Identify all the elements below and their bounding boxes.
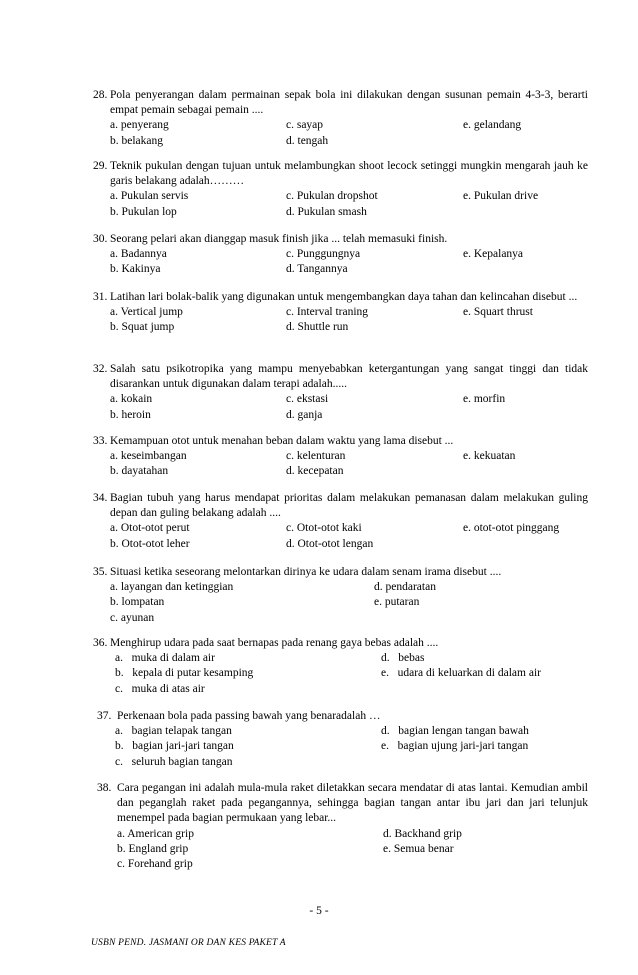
question-31 <box>93 290 588 336</box>
option-d: d. Tangannya <box>286 263 348 276</box>
option-c: c. ekstasi <box>286 393 329 406</box>
option-d: d. kecepatan <box>286 465 344 478</box>
option-a: a. bagian telapak tangan <box>115 725 232 738</box>
question-number: 32. <box>93 363 108 375</box>
option-a: a. Vertical jump <box>110 306 183 319</box>
option-c: c. Interval traning <box>286 306 369 319</box>
question-stem: Cara pegangan ini adalah mula-mula raket diletakkan secara mendatar di atas lantai. Kemudian ambil dan peganglah raket pada pegangannya, sehingga bagian tangan antar ibu jari dan jari telunjuk menempel pada bagian permukaan yang lebar... <box>117 782 588 825</box>
option-c: c. Punggungnya <box>286 248 361 261</box>
option-e: e. udara di keluarkan di dalam air <box>381 667 541 680</box>
option-e: e. Pukulan drive <box>463 190 539 203</box>
option-a: a. layangan dan ketinggian <box>110 581 234 594</box>
question-36 <box>93 636 588 697</box>
option-c: c. sayap <box>286 119 324 132</box>
option-d: d. Backhand grip <box>383 827 462 840</box>
option-d: d. ganja <box>286 408 323 421</box>
question-28 <box>93 88 588 149</box>
option-e: e. Squart thrust <box>463 306 533 319</box>
question-stem: Bagian tubuh yang harus mendapat prioritas dalam melakukan pemanasan dalam melakukan guling depan dan guling belakang adalah .... <box>110 492 588 520</box>
option-b: b. belakang <box>110 134 164 147</box>
option-b: b. Pukulan lop <box>110 205 177 218</box>
question-stem: Latihan lari bolak-balik yang digunakan untuk mengembangkan daya tahan dan kelincahan disebut ... <box>110 291 578 303</box>
option-c: c. Otot-otot kaki <box>286 522 362 535</box>
option-e: e. bagian ujung jari-jari tangan <box>381 740 529 753</box>
question-number: 36. <box>93 637 108 649</box>
option-a: a. American grip <box>117 827 194 840</box>
question-stem: Menghirup udara pada saat bernapas pada renang gaya bebas adalah .... <box>110 637 439 649</box>
question-number: 28. <box>93 89 108 101</box>
question-number: 37. <box>97 710 112 722</box>
option-a: a. Otot-otot perut <box>110 522 190 535</box>
option-e: e. Semua benar <box>383 842 454 855</box>
question-29 <box>93 159 588 220</box>
question-33 <box>93 434 588 480</box>
option-e: e. gelandang <box>463 119 522 132</box>
option-d: d. tengah <box>286 134 329 147</box>
option-b: b. bagian jari-jari tangan <box>115 740 234 753</box>
option-d: d. Shuttle run <box>286 321 349 334</box>
option-a: a. Pukulan servis <box>110 190 189 203</box>
question-stem: Perkenaan bola pada passing bawah yang benaradalah … <box>117 710 381 722</box>
question-stem: Seorang pelari akan dianggap masuk finish jika ... telah memasuki finish. <box>110 233 448 245</box>
page-number: - 5 - <box>309 905 329 917</box>
option-c: c. muka di atas air <box>115 682 205 695</box>
option-a: a. penyerang <box>110 119 169 132</box>
question-37 <box>97 709 592 770</box>
option-c: c. seluruh bagian tangan <box>115 755 233 768</box>
option-e: e. morfin <box>463 393 506 406</box>
option-b: b. lompatan <box>110 596 165 609</box>
option-d: d. Otot-otot lengan <box>286 537 374 550</box>
question-number: 29. <box>93 160 108 172</box>
option-d: d. Pukulan smash <box>286 205 367 218</box>
option-d: d. bagian lengan tangan bawah <box>381 725 529 738</box>
question-35 <box>93 565 588 626</box>
option-c: c. kelenturan <box>286 450 346 463</box>
question-34 <box>93 491 588 552</box>
question-32 <box>93 362 588 423</box>
option-b: b. kepala di putar kesamping <box>115 667 254 680</box>
question-number: 31. <box>93 291 108 303</box>
question-stem: Pola penyerangan dalam permainan sepak bola ini dilakukan dengan susunan pemain 4-3-3, berarti empat pemain sebagai pemain .... <box>110 89 588 117</box>
question-stem: Kemampuan otot untuk menahan beban dalam waktu yang lama disebut ... <box>110 435 454 447</box>
question-stem: Teknik pukulan dengan tujuan untuk melambungkan shoot lecock setinggi mungkin mengarah jauh ke garis belakang adalah……… <box>110 160 588 188</box>
option-d: d. pendaratan <box>374 581 436 594</box>
option-c: c. ayunan <box>110 611 155 624</box>
question-38 <box>97 781 588 872</box>
option-b: b. Kakinya <box>110 263 161 276</box>
option-c: c. Pukulan dropshot <box>286 190 378 203</box>
option-e: e. Kepalanya <box>463 248 524 261</box>
option-a: a. keseimbangan <box>110 450 187 463</box>
option-b: b. Squat jump <box>110 321 175 334</box>
footer-text: USBN PEND. JASMANI OR DAN KES PAKET A <box>91 938 286 948</box>
question-number: 33. <box>93 435 108 447</box>
question-stem: Situasi ketika seseorang melontarkan dirinya ke udara dalam senam irama disebut .... <box>110 566 502 578</box>
option-a: a. kokain <box>110 393 153 406</box>
option-e: e. kekuatan <box>463 450 516 463</box>
option-c: c. Forehand grip <box>117 857 193 870</box>
question-number: 35. <box>93 566 108 578</box>
option-b: b. Otot-otot leher <box>110 537 190 550</box>
option-e: e. otot-otot pinggang <box>463 522 560 535</box>
option-d: d. bebas <box>381 652 425 665</box>
question-number: 38. <box>97 782 112 794</box>
option-e: e. putaran <box>374 596 420 609</box>
option-b: b. England grip <box>117 842 189 855</box>
question-stem: Salah satu psikotropika yang mampu menyebabkan ketergantungan yang sangat tinggi dan tidak disarankan untuk digunakan dalam terapi adalah..... <box>110 363 588 391</box>
option-a: a. muka di dalam air <box>115 652 215 665</box>
option-b: b. dayatahan <box>110 465 169 478</box>
question-number: 30. <box>93 233 108 245</box>
option-b: b. heroin <box>110 408 151 421</box>
question-30 <box>93 232 588 278</box>
question-number: 34. <box>93 492 108 504</box>
option-a: a. Badannya <box>110 248 167 261</box>
